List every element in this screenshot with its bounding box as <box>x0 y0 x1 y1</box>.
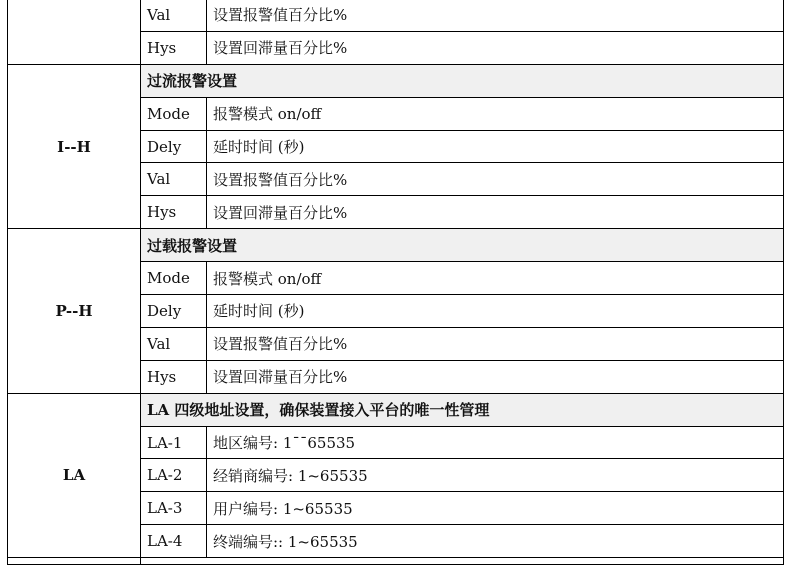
truncated-row <box>8 558 784 565</box>
group-header: 过流报警设置 <box>141 64 784 97</box>
group-label <box>8 0 141 64</box>
param-code: LA-3 <box>141 492 207 525</box>
param-code: LA-2 <box>141 459 207 492</box>
group-header-row <box>8 229 784 262</box>
group-header-row <box>8 393 784 426</box>
table-row <box>8 0 784 31</box>
truncated-cell <box>8 558 141 565</box>
param-description: 设置报警值百分比% <box>207 163 784 196</box>
param-description: 设置回滞量百分比% <box>207 360 784 393</box>
param-description: 延时时间 (秒) <box>207 295 784 328</box>
group-header: LA 四级地址设置，确保装置接入平台的唯一性管理 <box>141 393 784 426</box>
param-description: 设置回滞量百分比% <box>207 31 784 64</box>
param-code: Hys <box>141 31 207 64</box>
param-description: 报警模式 on/off <box>207 97 784 130</box>
param-code: Mode <box>141 97 207 130</box>
group-label: I--H <box>8 64 141 228</box>
param-description: 设置报警值百分比% <box>207 327 784 360</box>
param-code: LA-4 <box>141 525 207 558</box>
param-description: 用户编号: 1~65535 <box>207 492 784 525</box>
parameter-table-body <box>8 0 784 565</box>
group-label: P--H <box>8 229 141 393</box>
param-description: 经销商编号: 1~65535 <box>207 459 784 492</box>
group-header-row <box>8 64 784 97</box>
param-description: 地区编号: 1¯¯65535 <box>207 426 784 459</box>
param-code: Val <box>141 163 207 196</box>
param-description: 终端编号:: 1~65535 <box>207 525 784 558</box>
param-code: Dely <box>141 295 207 328</box>
group-label: LA <box>8 393 141 557</box>
param-description: 设置回滞量百分比% <box>207 196 784 229</box>
parameter-table <box>7 0 784 565</box>
param-code: Dely <box>141 130 207 163</box>
group-header: 过载报警设置 <box>141 229 784 262</box>
param-description: 报警模式 on/off <box>207 262 784 295</box>
param-code: Val <box>141 327 207 360</box>
param-code: Hys <box>141 196 207 229</box>
param-code: Hys <box>141 360 207 393</box>
param-code: Val <box>141 0 207 31</box>
param-description: 延时时间 (秒) <box>207 130 784 163</box>
param-description: 设置报警值百分比% <box>207 0 784 31</box>
truncated-cell <box>141 558 784 565</box>
param-code: LA-1 <box>141 426 207 459</box>
param-code: Mode <box>141 262 207 295</box>
